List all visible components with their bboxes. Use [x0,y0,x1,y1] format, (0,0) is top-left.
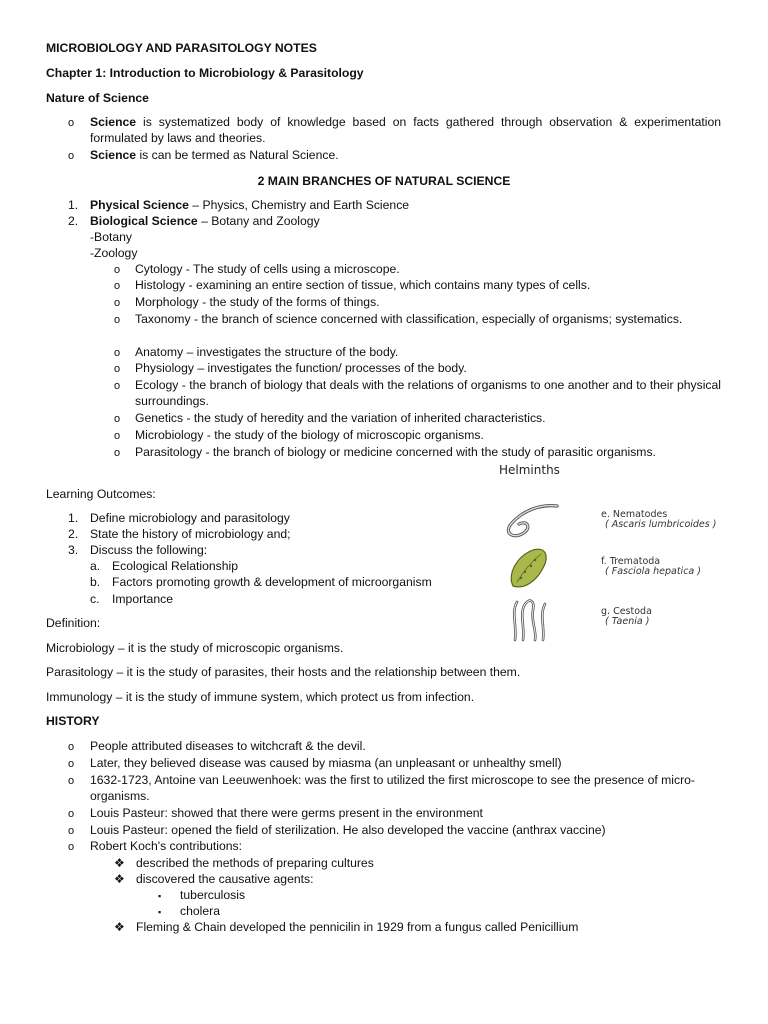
circle-bullet-icon: o [68,841,75,853]
circle-bullet-icon: o [68,758,75,770]
circle-bullet-icon: o [114,264,121,276]
list-item: Robert Koch's contributions: [90,839,243,853]
list-item: Genetics - the study of heredity and the variation of inherited characteristics. [135,411,546,425]
list-number: 3. [68,543,79,557]
figure-sci-name: ( Fasciola hepatica ) [605,566,701,577]
list-letter: c. [90,592,100,606]
branch-term: Biological Science [90,214,198,228]
list-number: 2. [68,214,79,228]
branch-text: – Physics, Chemistry and Earth Science [188,198,410,212]
diamond-bullet-icon: ❖ [114,856,125,870]
list-number: 1. [68,511,79,525]
branch-term: Physical Science [90,198,189,212]
definition-heading: Definition: [46,616,101,630]
circle-bullet-icon: o [68,117,75,129]
list-item: Fleming & Chain developed the pennicilin in 1929 from a fungus called Penicillium [136,920,579,934]
branch-text: – Botany and Zoology [197,214,320,228]
list-item: discovered the causative agents: [136,872,314,886]
figure-sci-name: ( Ascaris lumbricoides ) [605,519,717,530]
circle-bullet-icon: o [68,150,75,162]
list-item: Taxonomy - the branch of science concerned with classification, especially of organisms; systematics. [135,312,683,326]
square-bullet-icon: ▪ [158,891,162,901]
helminths-figure [497,462,737,652]
circle-bullet-icon: o [114,380,121,392]
list-item: Histology - examining an entire section of tissue, which contains many types of cells. [135,278,591,292]
list-item: People attributed diseases to witchcraft & the devil. [90,739,366,753]
sub-branch-botany: -Botany [90,230,133,244]
science-item [90,147,721,163]
list-item: State the history of microbiology and; [90,527,291,541]
branch-item [90,197,409,213]
circle-bullet-icon: o [68,741,75,753]
science-item [90,114,721,147]
list-item: described the methods of preparing cultures [136,856,374,870]
document-title: MICROBIOLOGY AND PARASITOLOGY NOTES [46,41,317,55]
circle-bullet-icon: o [114,430,121,442]
circle-bullet-icon: o [114,347,121,359]
list-item: Louis Pasteur: showed that there were germs present in the environment [90,806,483,820]
nematode-icon [501,502,561,544]
circle-bullet-icon: o [114,413,121,425]
definition-microbiology: Microbiology – it is the study of microscopic organisms. [46,641,344,655]
list-item: cholera [180,904,220,918]
list-item: Physiology – investigates the function/ processes of the body. [135,361,467,375]
diamond-bullet-icon: ❖ [114,920,125,934]
list-item: Importance [112,592,173,606]
branch-item [90,213,320,229]
figure-title: Helminths [499,463,560,477]
figure-sci-name: ( Taenia ) [605,616,650,627]
circle-bullet-icon: o [114,363,121,375]
cestode-icon [509,596,553,644]
circle-bullet-icon: o [114,314,121,326]
list-number: 1. [68,198,79,212]
science-text: is can be termed as Natural Science. [136,148,339,162]
definition-immunology: Immunology – it is the study of immune system, which protect us from infection. [46,690,475,704]
list-item: Anatomy – investigates the structure of the body. [135,345,399,359]
circle-bullet-icon: o [114,280,121,292]
list-item: Ecology - the branch of biology that deals with the relations of organisms to one another and to their physical surroundings. [135,378,721,409]
circle-bullet-icon: o [114,297,121,309]
list-letter: a. [90,559,101,573]
figure-label: g. Cestoda [601,606,652,617]
circle-bullet-icon: o [68,775,75,787]
science-text: is systematized body of knowledge based on facts gathered through observation & experimentation formulated by laws and theories. [90,115,721,146]
list-item: Factors promoting growth & development of microorganism [112,575,432,589]
branches-heading: 2 MAIN BRANCHES OF NATURAL SCIENCE [257,174,511,188]
list-item: Discuss the following: [90,543,208,557]
list-item: Define microbiology and parasitology [90,511,290,525]
figure-label: f. Trematoda [601,556,661,567]
science-term: Science [90,148,137,162]
figure-label: e. Nematodes [601,509,668,520]
square-bullet-icon: ▪ [158,907,162,917]
list-item: Later, they believed disease was caused by miasma (an unpleasant or unhealthy smell) [90,756,562,770]
definition-parasitology: Parasitology – it is the study of parasites, their hosts and the relationship between them. [46,665,521,679]
list-number: 2. [68,527,79,541]
list-item: Microbiology - the study of the biology of microscopic organisms. [135,428,484,442]
list-item: tuberculosis [180,888,246,902]
history-heading: HISTORY [46,714,100,728]
list-letter: b. [90,575,101,589]
chapter-heading: Chapter 1: Introduction to Microbiology & Parasitology [46,66,364,80]
circle-bullet-icon: o [114,447,121,459]
list-item: Louis Pasteur: opened the field of sterilization. He also developed the vaccine (anthrax vaccine) [90,823,606,837]
list-item: Parasitology - the branch of biology or medicine concerned with the study of parasitic organisms. [135,445,656,459]
sub-branch-zoology: -Zoology [90,246,138,260]
diamond-bullet-icon: ❖ [114,872,125,886]
science-term: Science [90,115,137,129]
list-item: Ecological Relationship [112,559,239,573]
list-item: Morphology - the study of the forms of things. [135,295,380,309]
trematode-icon [507,546,551,592]
section-heading-nature: Nature of Science [46,91,149,105]
circle-bullet-icon: o [68,808,75,820]
list-item: 1632-1723, Antoine van Leeuwenhoek: was the first to utilized the first microscope to see the presence of micro-organisms. [90,773,695,804]
list-item: Cytology - The study of cells using a microscope. [135,262,400,276]
learning-outcomes-heading: Learning Outcomes: [46,487,156,501]
circle-bullet-icon: o [68,825,75,837]
